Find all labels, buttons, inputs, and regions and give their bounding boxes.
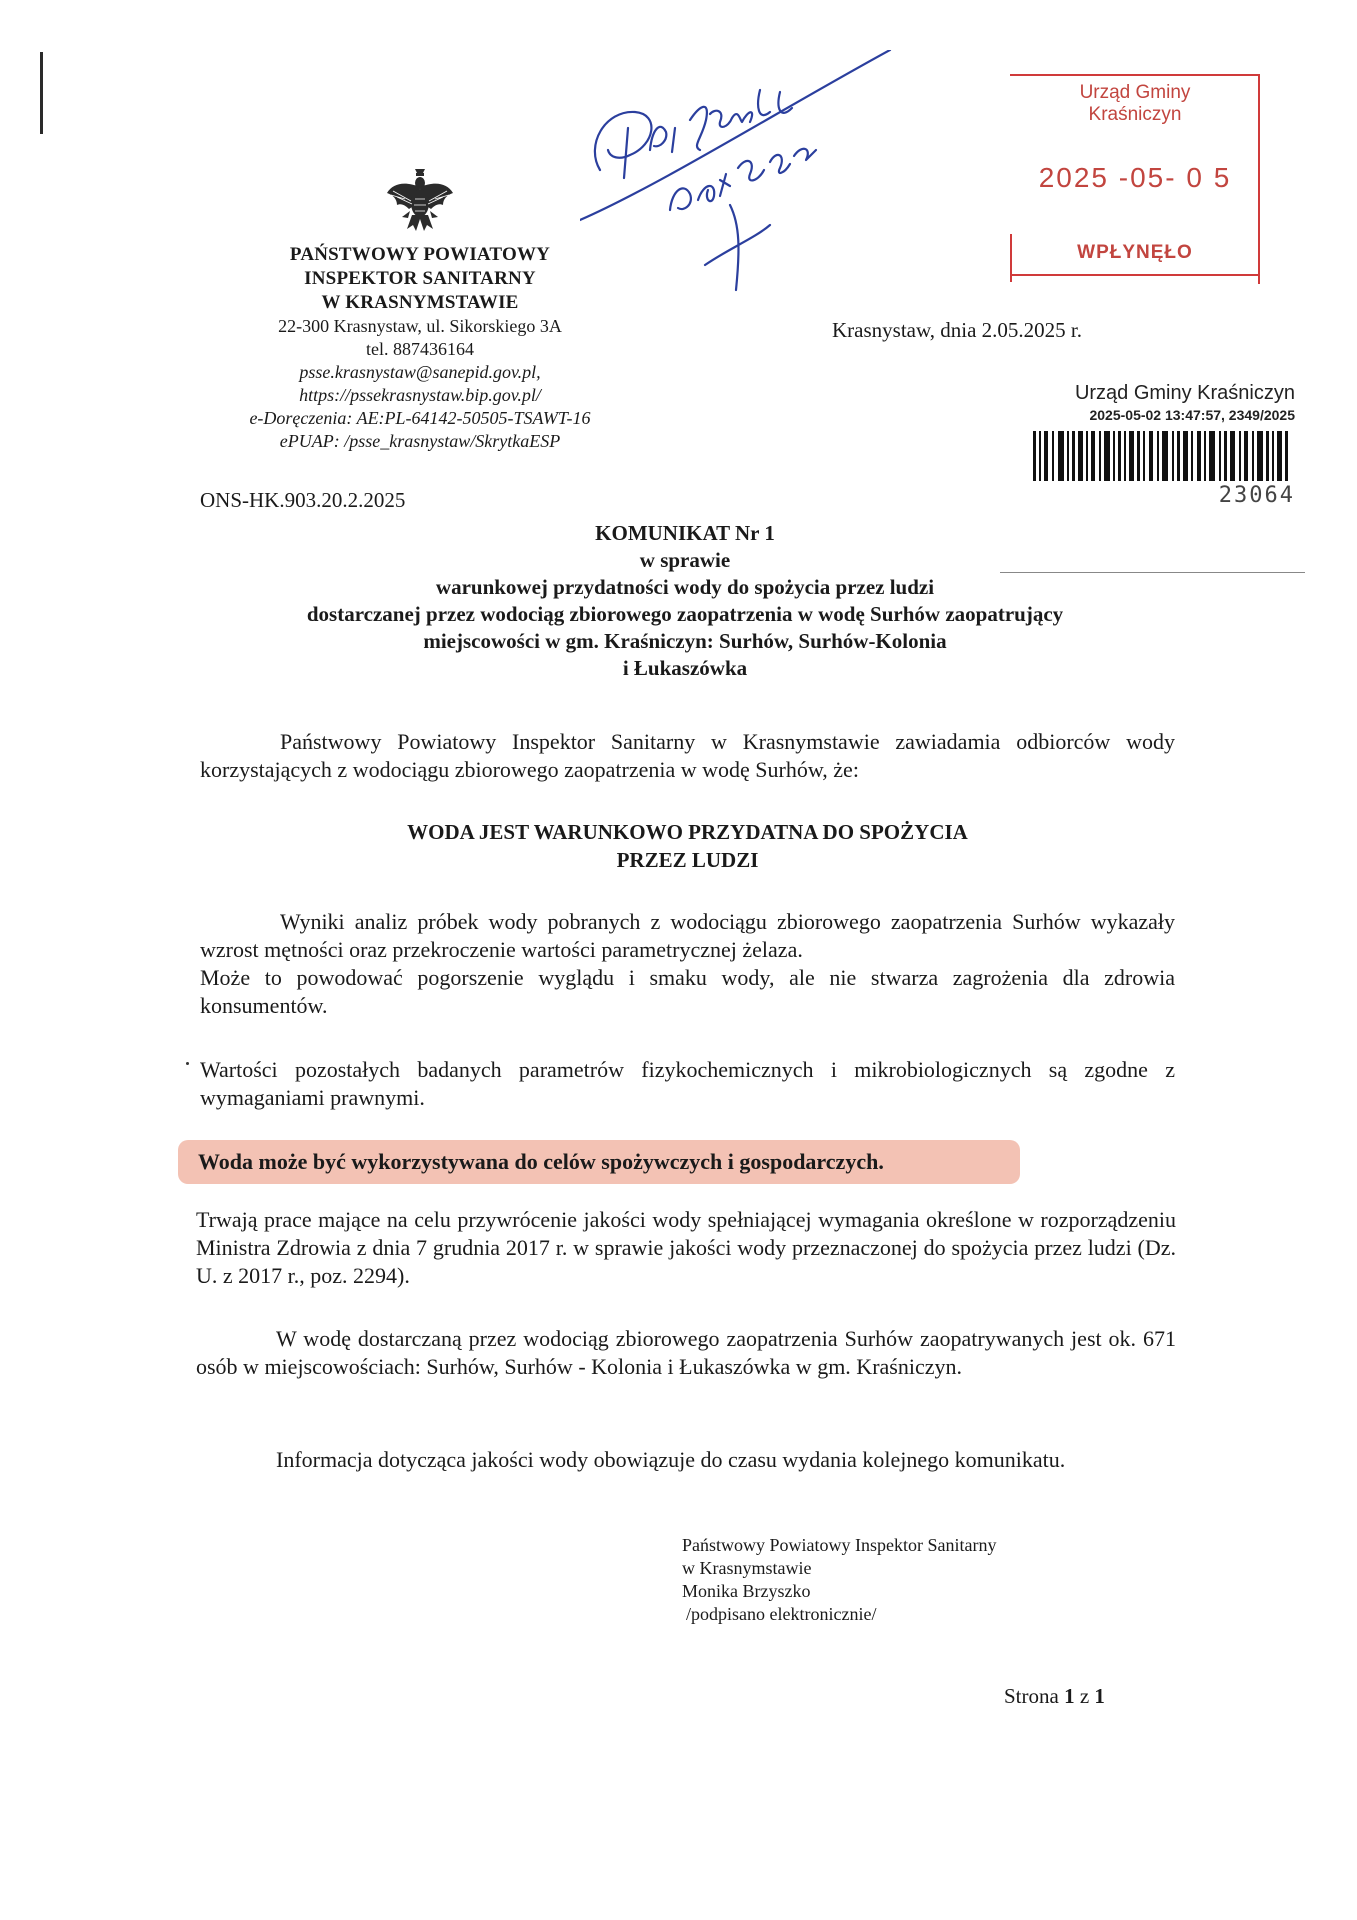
paragraph-results (200, 908, 1175, 1020)
epuap-address: ePUAP: /psse_krasnystaw/SkrytkaESP (279, 431, 561, 451)
stamp-border-bottom (1010, 274, 1258, 276)
announcement (200, 818, 1175, 874)
barcode-icon (1033, 431, 1290, 481)
polish-eagle-icon (385, 165, 455, 235)
document-title (180, 520, 1190, 682)
signature-line-3: Monika Brzyszko (682, 1581, 811, 1601)
announcement-line-2: PRZEZ LUDZI (616, 848, 759, 872)
institution-line-1: PAŃSTWOWY POWIATOWY (289, 244, 551, 265)
signature-block (682, 1534, 996, 1626)
paragraph-population: W wodę dostarczaną przez wodociąg zbiorowego zaopatrzenia Surhów zaopatrywanych jest ok. 671 osób w miejscowościach: Surhów, Surhów - Kolonia i Łukaszówka w gm. Kraśniczyn. (196, 1326, 1176, 1379)
letterhead (200, 165, 640, 453)
stamp-office: Urząd Gminy Kraśniczyn (1079, 82, 1191, 125)
title-line-1: KOMUNIKAT Nr 1 (595, 521, 775, 545)
place-and-date: Krasnystaw, dnia 2.05.2025 r. (832, 318, 1083, 342)
stray-mark (186, 1062, 189, 1065)
paragraph-other-parameters: Wartości pozostałych badanych parametrów fizykochemicznych i mikrobiologicznych są zgodne z wymaganiami prawnymi. (200, 1057, 1175, 1110)
title-line-3: warunkowej przydatności wody do spożycia przez ludzi (435, 575, 935, 599)
institution-line-2: INSPEKTOR SANITARNY (304, 268, 536, 289)
institution-line-3: W KRASNYMSTAWIE (321, 292, 519, 313)
reference-number: ONS-HK.903.20.2.2025 (200, 488, 406, 512)
title-line-5: miejscowości w gm. Kraśniczyn: Surhów, Surhów-Kolonia (423, 629, 947, 653)
paragraph-notice: Państwowy Powiatowy Inspektor Sanitarny w Krasnymstawie zawiadamia odbiorców wody korzystających z wodociągu zbiorowego zaopatrzenia w wodę Surhów, że: (200, 729, 1175, 782)
phone: tel. 887436164 (366, 339, 474, 359)
title-line-6: i Łukaszówka (622, 656, 748, 680)
signature-line-4: /podpisano elektronicznie/ (686, 1604, 877, 1624)
page-separator: z (1074, 1684, 1095, 1708)
registration-office: Urząd Gminy Kraśniczyn (1074, 382, 1295, 404)
registration-label (1010, 382, 1295, 508)
registration-number: 23064 (1218, 483, 1295, 508)
received-stamp (1010, 74, 1260, 282)
address: 22-300 Krasnystaw, ul. Sikorskiego 3A (278, 316, 562, 336)
handwritten-annotation (580, 50, 900, 300)
paragraph-results-a: Wyniki analiz próbek wody pobranych z wodociągu zbiorowego zaopatrzenia Surhów wykazały wzrost mętności oraz przekroczenie wartości parametrycznej żelaza. (200, 909, 1175, 962)
website: https://pssekrasnystaw.bip.gov.pl/ (299, 385, 541, 405)
signature-line-2: w Krasnymstawie (682, 1558, 812, 1578)
paragraph-remediation: Trwają prace mające na celu przywrócenie jakości wody spełniającej wymagania określone w rozporządzeniu Ministra Zdrowia z dnia 7 grudnia 2017 r. w sprawie jakości wody przeznaczonej do spożycia przez ludzi (Dz. U. z 2017 r., poz. 2294). (196, 1207, 1176, 1288)
stamp-date: 2025 -05- 0 5 (1038, 162, 1232, 193)
paragraph-results-b: Może to powodować pogorszenie wyglądu i smaku wody, ale nie stwarza zagrożenia dla zdrowia konsumentów. (200, 965, 1175, 1018)
registration-meta: 2025-05-02 13:47:57, 2349/2025 (1089, 407, 1295, 423)
page-prefix: Strona (1004, 1684, 1065, 1708)
page-current: 1 (1064, 1684, 1075, 1708)
email: psse.krasnystaw@sanepid.gov.pl, (299, 362, 541, 382)
paragraph-validity: Informacja dotycząca jakości wody obowiązuje do czasu wydania kolejnego komunikatu. (276, 1447, 1066, 1472)
title-line-4: dostarczanej przez wodociąg zbiorowego zaopatrzenia w wodę Surhów zaopatrujący (306, 602, 1064, 626)
stamp-received-label: WPŁYNĘŁO (1077, 242, 1193, 263)
signature-line-1: Państwowy Powiatowy Inspektor Sanitarny (682, 1535, 997, 1555)
edelivery-address: e-Doręczenia: AE:PL-64142-50505-TSAWT-16 (249, 408, 591, 428)
paragraph-highlighted-usage: Woda może być wykorzystywana do celów spożywczych i gospodarczych. (198, 1149, 884, 1174)
margin-mark (40, 52, 43, 134)
page-total: 1 (1094, 1684, 1105, 1708)
announcement-line-1: WODA JEST WARUNKOWO PRZYDATNA DO SPOŻYCIA (407, 820, 968, 844)
page-number (1004, 1684, 1105, 1709)
title-line-2: w sprawie (639, 548, 731, 572)
